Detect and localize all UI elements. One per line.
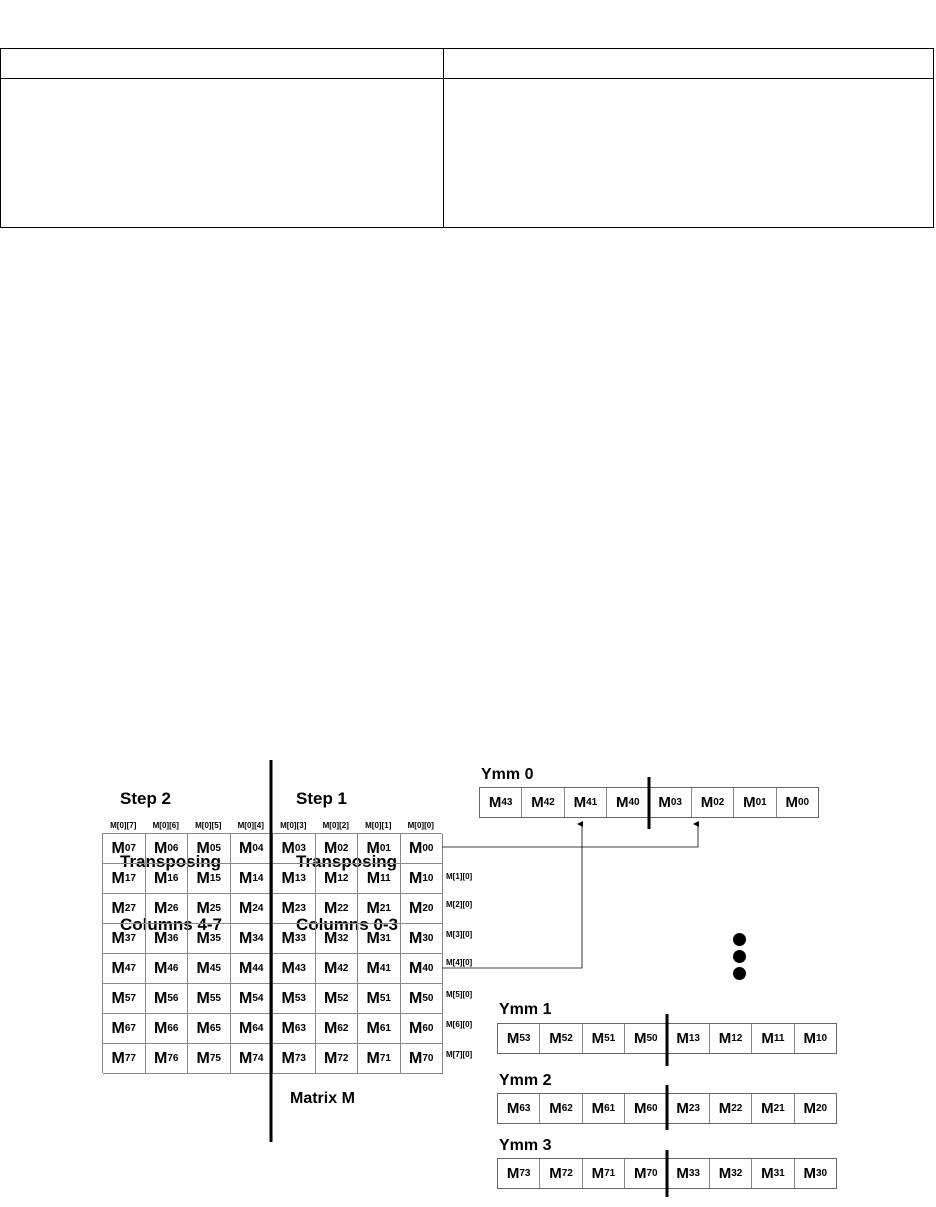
cell-prefix: M [324,839,338,857]
matrix-cell: M 10 [401,864,444,894]
matrix-cell: M 45 [188,954,231,984]
matrix-cell: M 02 [316,834,359,864]
cell-prefix: M [111,839,125,857]
cell-prefix: M [409,1049,423,1067]
cell-prefix: M [239,1019,253,1037]
element-prefix: M [718,1100,732,1117]
element-prefix: M [591,1165,605,1182]
row-label: M[2][0] [446,900,473,909]
cell-prefix: M [281,959,295,977]
element-prefix: M [506,1100,520,1117]
matrix-cell: M 70 [401,1044,444,1074]
row-label: M[7][0] [446,1050,473,1059]
cell-prefix: M [324,959,338,977]
ymm2-label: Ymm 2 [499,1072,552,1089]
ymm3-label: Ymm 3 [499,1137,552,1154]
cell-prefix: M [324,1019,338,1037]
cell-prefix: M [366,929,380,947]
cell-prefix: M [281,1019,295,1037]
cell-prefix: M [366,839,380,857]
matrix-cell: M 55 [188,984,231,1014]
matrix-cell: M 71 [358,1044,401,1074]
matrix-cell: M 00 [401,834,444,864]
cell-prefix: M [281,869,295,887]
element-prefix: M [634,1030,647,1047]
element-prefix: M [676,1165,689,1182]
cell-prefix: M [239,869,253,887]
matrix-cell: M 07 [103,834,146,864]
cell-prefix: M [281,1049,295,1067]
matrix-cell: M 67 [103,1014,146,1044]
column-header: M[0][3] [280,821,307,830]
cell-prefix: M [409,1019,423,1037]
matrix-cell: M 75 [188,1044,231,1074]
cell-prefix: M [154,1019,168,1037]
ymm-element: M 60 [625,1094,667,1123]
cell-prefix: M [366,989,380,1007]
column-header: M[0][7] [110,821,137,830]
matrix-cell: M 65 [188,1014,231,1044]
element-prefix: M [531,794,544,811]
cell-prefix: M [324,869,338,887]
element-prefix: M [761,1030,774,1047]
element-prefix: M [700,794,714,811]
ymm-element: M 31 [752,1159,794,1188]
ymm-element: M 11 [752,1024,794,1053]
matrix-cell: M 42 [316,954,359,984]
step2-title: Step 2 [120,789,172,808]
matrix-cell: M 32 [316,924,359,954]
cell-prefix: M [154,989,168,1007]
ymm-element: M 61 [583,1094,625,1123]
matrix-cell: M 66 [146,1014,189,1044]
cell-prefix: M [366,1049,380,1067]
matrix-cell: M 44 [231,954,274,984]
matrix-cell: M 72 [316,1044,359,1074]
element-prefix: M [506,1165,520,1182]
cell-prefix: M [281,899,295,917]
cell-prefix: M [111,899,125,917]
ymm-element: M 73 [498,1159,540,1188]
ymm-element: M 03 [650,788,692,817]
element-prefix: M [803,1030,816,1047]
element-prefix: M [573,794,587,811]
matrix-cell: M 43 [273,954,316,984]
matrix-cell: M 73 [273,1044,316,1074]
ymm1-label: Ymm 1 [499,1001,552,1018]
row-label: M[3][0] [446,930,473,939]
ymm-element: M 72 [540,1159,582,1188]
ymm-element: M 42 [522,788,564,817]
element-prefix: M [634,1100,647,1117]
step2-columns: Columns 4-7 [120,915,223,934]
column-header: M[0][2] [322,821,349,830]
element-prefix: M [761,1165,774,1182]
cell-prefix: M [281,989,295,1007]
cell-prefix: M [239,989,253,1007]
matrix-cell: M 40 [401,954,444,984]
matrix-cell: M 47 [103,954,146,984]
matrix-cell: M 12 [316,864,359,894]
matrix-cell: M 16 [146,864,189,894]
row-label: M[4][0] [446,958,473,967]
cell-prefix: M [366,899,380,917]
matrix-cell: M 76 [146,1044,189,1074]
element-prefix: M [591,1100,605,1117]
cell-prefix: M [196,1019,210,1037]
cell-prefix: M [281,839,295,857]
cell-prefix: M [111,959,125,977]
matrix-cell: M 04 [231,834,274,864]
matrix-label: Matrix M [290,1090,355,1107]
element-prefix: M [506,1030,520,1047]
cell-prefix: M [111,869,125,887]
matrix-cell: M 22 [316,894,359,924]
element-prefix: M [743,794,756,811]
ymm0-label: Ymm 0 [481,766,534,783]
column-header: M[0][4] [237,821,264,830]
matrix-cell: M 35 [188,924,231,954]
matrix-cell: M 77 [103,1044,146,1074]
matrix-cell: M 53 [273,984,316,1014]
matrix-cell: M 06 [146,834,189,864]
cell-prefix: M [366,1019,380,1037]
column-header: M[0][6] [152,821,179,830]
column-header: M[0][1] [365,821,392,830]
cell-prefix: M [409,929,423,947]
ymm-element: M 70 [625,1159,667,1188]
cell-prefix: M [366,959,380,977]
matrix-cell: M 03 [273,834,316,864]
cell-prefix: M [196,899,210,917]
column-header: M[0][0] [407,821,434,830]
matrix-cell: M 15 [188,864,231,894]
matrix-cell: M 51 [358,984,401,1014]
matrix-cell: M 64 [231,1014,274,1044]
ymm-element: M 21 [752,1094,794,1123]
matrix-cell: M 54 [231,984,274,1014]
matrix-cell: M 52 [316,984,359,1014]
matrix-cell: M 36 [146,924,189,954]
element-prefix: M [591,1030,605,1047]
matrix-cell: M 62 [316,1014,359,1044]
cell-prefix: M [324,1049,338,1067]
arrow-row4-to-ymm0 [442,824,582,968]
cell-prefix: M [111,989,125,1007]
cell-prefix: M [196,929,210,947]
cell-prefix: M [409,989,423,1007]
element-prefix: M [803,1100,816,1117]
cell-prefix: M [154,869,168,887]
cell-prefix: M [196,839,210,857]
matrix-cell: M 25 [188,894,231,924]
cell-prefix: M [111,1049,125,1067]
matrix-cell: M 37 [103,924,146,954]
ymm-element: M 33 [668,1159,710,1188]
matrix-cell: M 26 [146,894,189,924]
matrix-cell: M 21 [358,894,401,924]
ymm-element: M 02 [692,788,734,817]
ymm-element: M 30 [803,1165,828,1182]
ymm-element: M 43 [480,788,522,817]
element-prefix: M [785,794,798,811]
ymm-element: M 51 [583,1024,625,1053]
matrix-cell: M 34 [231,924,274,954]
cell-prefix: M [154,1049,168,1067]
element-prefix: M [549,1030,562,1047]
ymm-element: M 20 [803,1100,828,1117]
matrix-cell: M 13 [273,864,316,894]
cell-prefix: M [409,959,423,977]
matrix-cell: M 41 [358,954,401,984]
ymm-element: M 23 [668,1094,710,1123]
matrix-cell: M 31 [358,924,401,954]
matrix-cell: M 20 [401,894,444,924]
matrix-cell: M 60 [401,1014,444,1044]
ymm-element: M 32 [710,1159,752,1188]
matrix-cell: M 05 [188,834,231,864]
cell-prefix: M [324,899,338,917]
ymm-element: M 00 [785,794,810,811]
ymm-element: M 40 [607,788,649,817]
matrix-cell: M 61 [358,1014,401,1044]
ymm-element: M 10 [803,1030,828,1047]
matrix-cell: M 17 [103,864,146,894]
matrix-cell: M 50 [401,984,444,1014]
ymm-element: M 12 [710,1024,752,1053]
ymm-element: M 01 [734,788,776,817]
step2-subtitle: Transposing [120,852,222,871]
matrix-cell: M 46 [146,954,189,984]
element-prefix: M [676,1100,689,1117]
cell-prefix: M [154,899,168,917]
ymm-element: M 50 [625,1024,667,1053]
cell-prefix: M [196,959,210,977]
column-header: M[0][5] [195,821,222,830]
ymm-element: M 63 [498,1094,540,1123]
element-prefix: M [549,1165,562,1182]
cell-prefix: M [196,869,210,887]
cell-prefix: M [409,839,423,857]
ymm-element: M 52 [540,1024,582,1053]
cell-prefix: M [409,869,423,887]
ymm-element: M 62 [540,1094,582,1123]
step1-title: Step 1 [296,789,348,808]
element-prefix: M [803,1165,816,1182]
matrix-cell: M 14 [231,864,274,894]
matrix-cell: M 63 [273,1014,316,1044]
element-prefix: M [488,794,502,811]
cell-prefix: M [239,959,253,977]
element-prefix: M [616,794,629,811]
ymm-element: M 53 [498,1024,540,1053]
step1-columns: Columns 0-3 [296,915,399,934]
matrix-cell: M 27 [103,894,146,924]
matrix-cell: M 24 [231,894,274,924]
row-label: M[1][0] [446,872,473,881]
cell-prefix: M [154,959,168,977]
ymm-element: M 22 [710,1094,752,1123]
ymm-element: M 13 [668,1024,710,1053]
matrix-cell: M 57 [103,984,146,1014]
matrix-cell: M 11 [358,864,401,894]
element-prefix: M [676,1030,689,1047]
element-prefix: M [718,1165,732,1182]
cell-prefix: M [154,929,168,947]
cell-prefix: M [239,899,253,917]
row-label: M[5][0] [446,990,473,999]
row-label: M[6][0] [446,1020,473,1029]
ymm-element: M 41 [565,788,607,817]
matrix-cell: M 30 [401,924,444,954]
element-prefix: M [634,1165,647,1182]
cell-prefix: M [324,929,338,947]
matrix-cell: M 33 [273,924,316,954]
cell-prefix: M [154,839,168,857]
cell-prefix: M [281,929,295,947]
cell-prefix: M [111,929,125,947]
cell-prefix: M [409,899,423,917]
cell-prefix: M [239,839,253,857]
element-prefix: M [761,1100,774,1117]
ymm-element: M 71 [583,1159,625,1188]
cell-prefix: M [239,929,253,947]
cell-prefix: M [196,989,210,1007]
cell-prefix: M [324,989,338,1007]
cell-prefix: M [366,869,381,887]
element-prefix: M [718,1030,732,1047]
step1-subtitle: Transposing [296,852,398,871]
matrix-cell: M 23 [273,894,316,924]
cell-prefix: M [111,1019,125,1037]
matrix-cell: M 56 [146,984,189,1014]
arrow-row0-to-ymm0 [442,824,698,847]
cell-prefix: M [196,1049,210,1067]
element-prefix: M [658,794,671,811]
element-prefix: M [549,1100,562,1117]
matrix-cell: M 01 [358,834,401,864]
cell-prefix: M [239,1049,253,1067]
matrix-cell: M 74 [231,1044,274,1074]
